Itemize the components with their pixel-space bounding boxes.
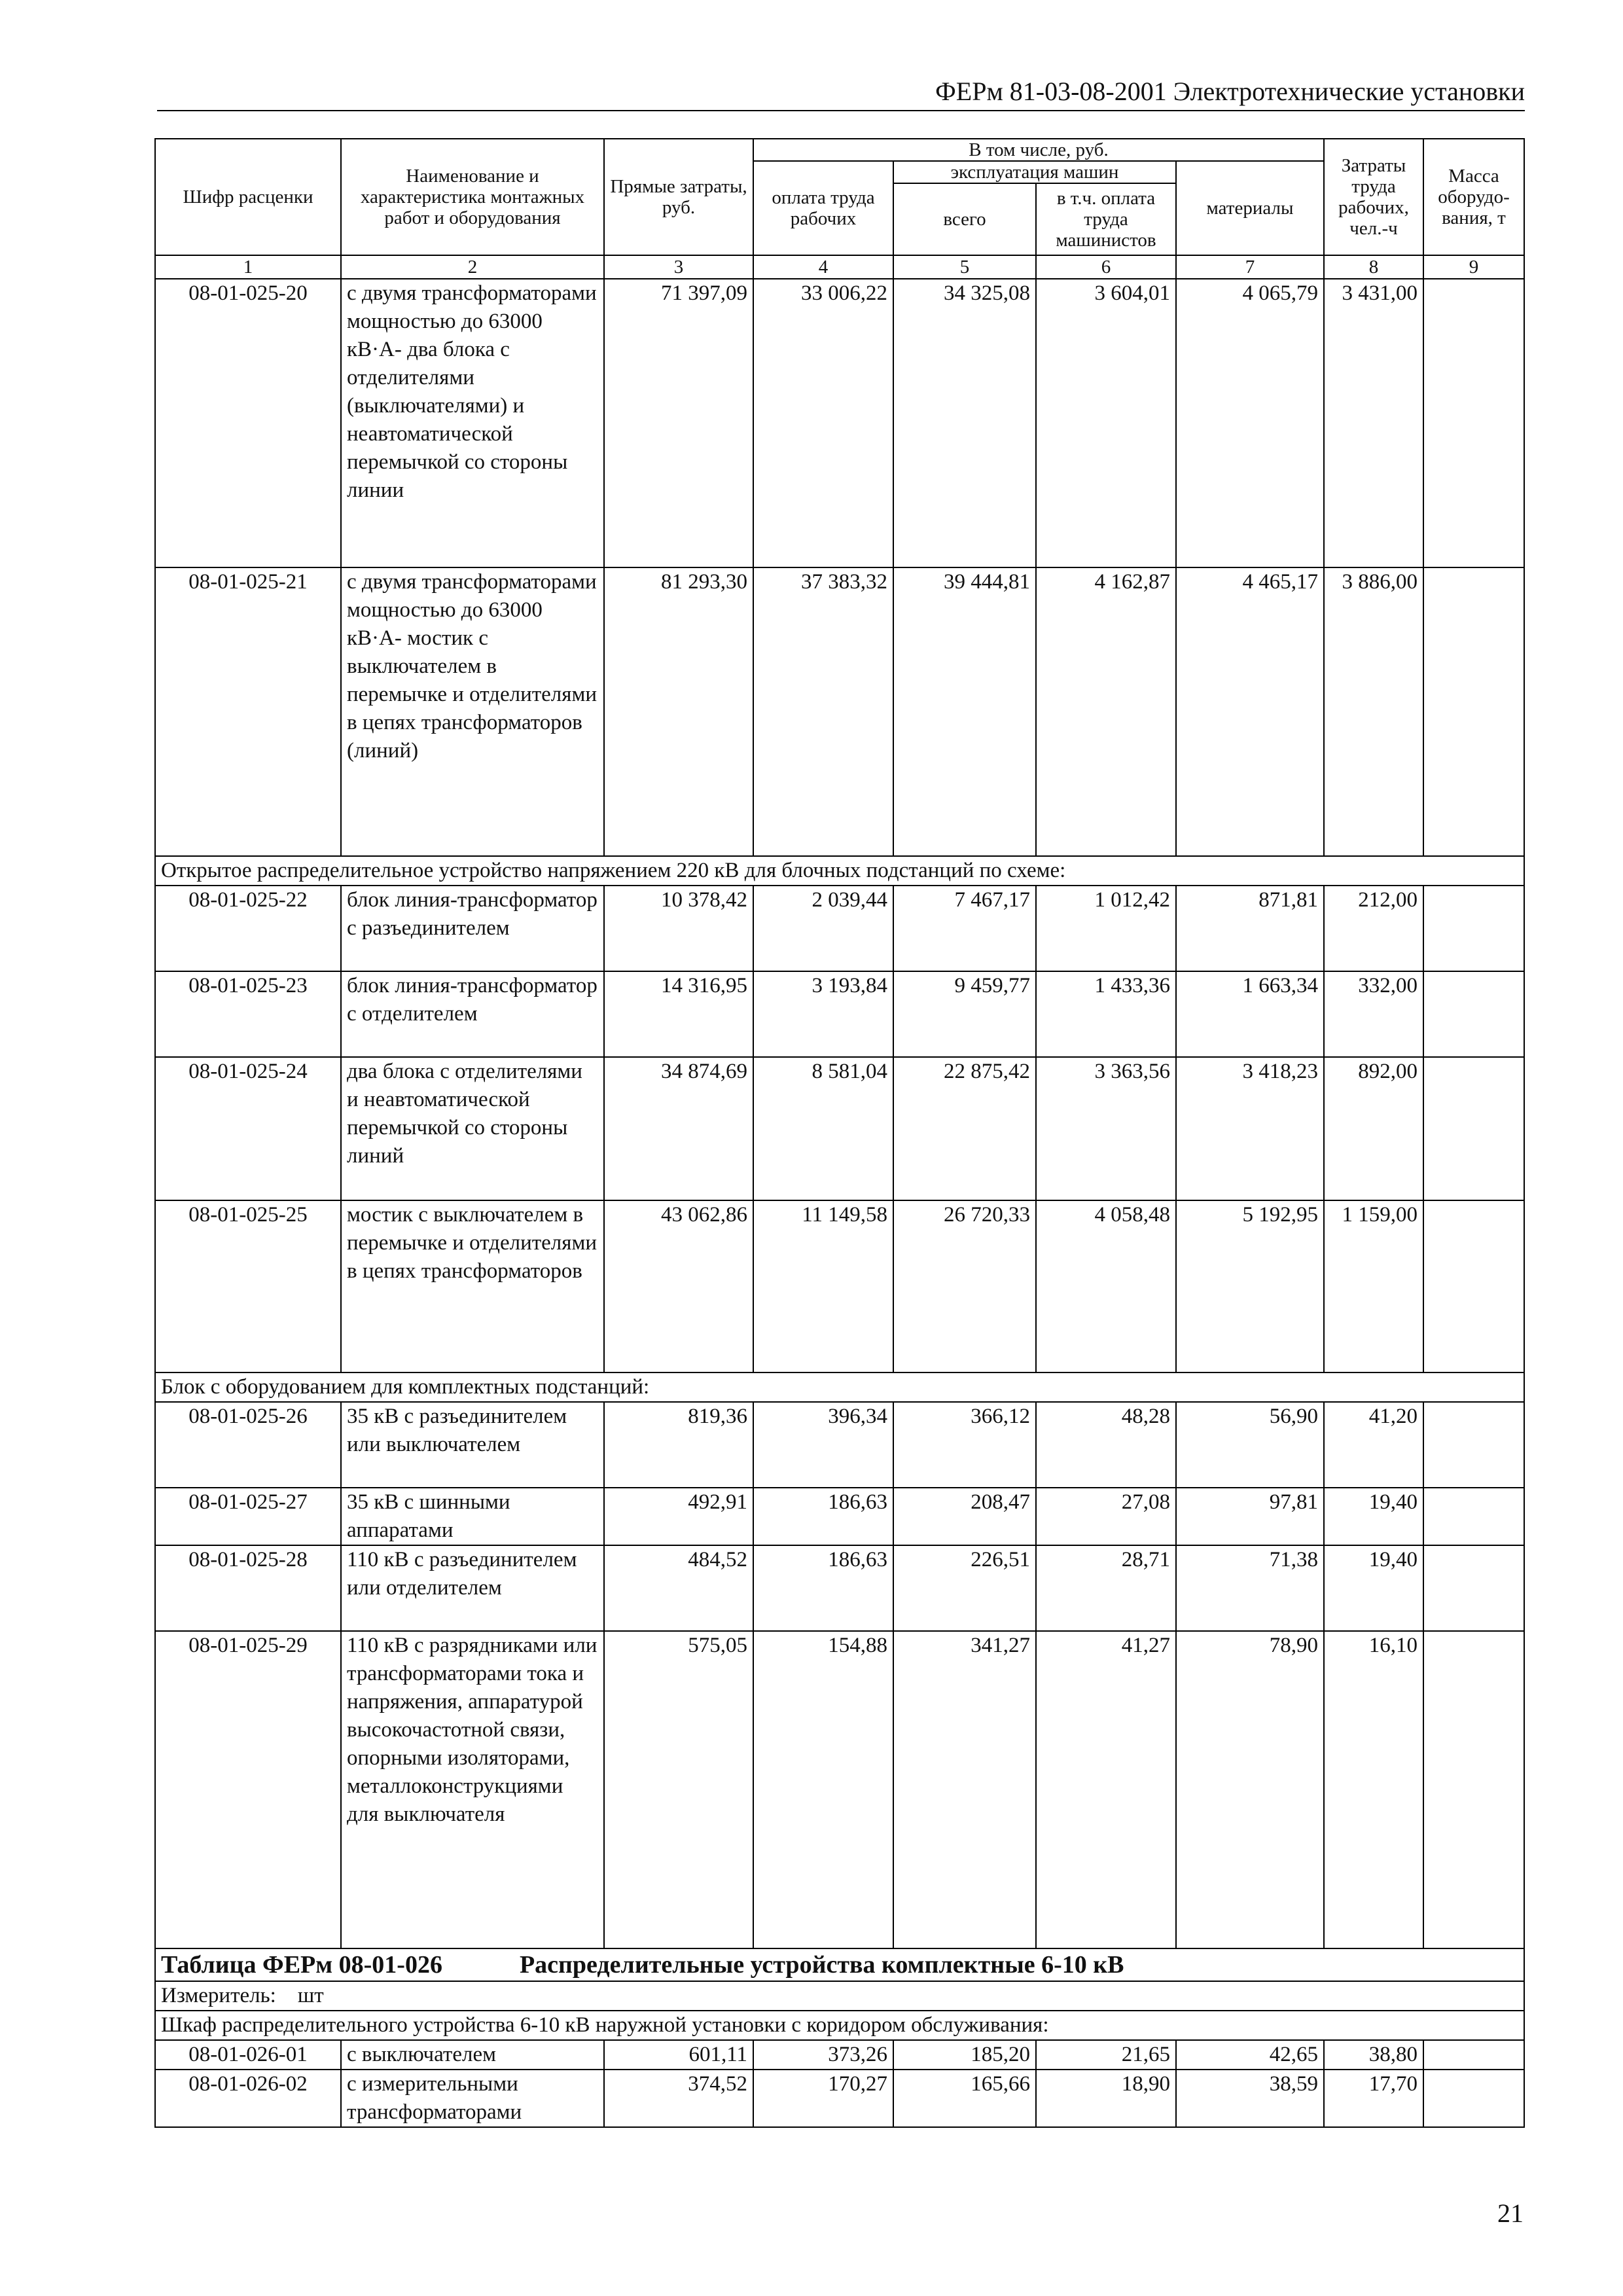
row-materials: 38,59 <box>1176 2070 1324 2127</box>
row-materials: 97,81 <box>1176 1488 1324 1545</box>
row-machinists-wages: 41,27 <box>1036 1631 1176 1948</box>
section-heading-220kv: Открытое распределительное устройство напряжением 220 кВ для блочных подстанций по схеме: <box>155 856 1524 886</box>
row-materials: 42,65 <box>1176 2040 1324 2070</box>
row-name: с двумя трансформаторами мощностью до 63000 кВ·А- мостик с выключателем в перемычке и отделителями в цепях трансформаторов (линий) <box>341 567 604 856</box>
row-materials: 78,90 <box>1176 1631 1324 1948</box>
col-machines-total-header: всего <box>893 183 1036 255</box>
row-machines-total: 366,12 <box>893 1402 1036 1488</box>
row-labor: 3 431,00 <box>1324 279 1423 567</box>
col-labor-header: Затраты труда рабочих, чел.-ч <box>1324 139 1423 255</box>
row-direct-costs: 484,52 <box>604 1545 753 1631</box>
table-row <box>155 1402 1524 1488</box>
table-row <box>155 279 1524 567</box>
row-labor: 17,70 <box>1324 2070 1423 2127</box>
table-row <box>155 1631 1524 1948</box>
row-machines-total: 26 720,33 <box>893 1200 1036 1372</box>
col-name-header: Наименование и характеристика монтажных работ и оборудования <box>341 139 604 255</box>
row-code: 08-01-025-23 <box>155 971 341 1057</box>
row-wages: 186,63 <box>753 1545 893 1631</box>
row-wages: 3 193,84 <box>753 971 893 1057</box>
row-machines-total: 226,51 <box>893 1545 1036 1631</box>
row-code: 08-01-025-20 <box>155 279 341 567</box>
row-machines-total: 185,20 <box>893 2040 1036 2070</box>
row-equipment-mass <box>1423 1200 1524 1372</box>
row-equipment-mass <box>1423 2040 1524 2070</box>
row-name: мостик с выключателем в перемычке и отделителями в цепях трансформаторов <box>341 1200 604 1372</box>
section-heading-cabinet: Шкаф распределительного устройства 6-10 кВ наружной установки с коридором обслуживания: <box>155 2011 1524 2040</box>
table-row <box>155 1200 1524 1372</box>
row-equipment-mass <box>1423 1402 1524 1488</box>
row-machinists-wages: 28,71 <box>1036 1545 1176 1631</box>
row-machines-total: 165,66 <box>893 2070 1036 2127</box>
row-wages: 11 149,58 <box>753 1200 893 1372</box>
row-wages: 2 039,44 <box>753 886 893 971</box>
row-direct-costs: 492,91 <box>604 1488 753 1545</box>
meter-unit: шт <box>297 1984 324 2007</box>
row-code: 08-01-026-01 <box>155 2040 341 2070</box>
row-labor: 19,40 <box>1324 1488 1423 1545</box>
row-machines-total: 208,47 <box>893 1488 1036 1545</box>
row-direct-costs: 575,05 <box>604 1631 753 1948</box>
meter-label: Измеритель: <box>161 1984 276 2007</box>
row-direct-costs: 819,36 <box>604 1402 753 1488</box>
table-row <box>155 2040 1524 2070</box>
row-labor: 19,40 <box>1324 1545 1423 1631</box>
row-name: 110 кВ с разрядниками или трансформаторами тока и напряжения, аппаратурой высокочастотной связи, опорными изоляторами, металлоконструкциями для выключателя <box>341 1631 604 1948</box>
row-name: 110 кВ с разъединителем или отделителем <box>341 1545 604 1631</box>
page-header <box>157 73 1525 111</box>
rows-group-b <box>155 886 1524 1372</box>
table-row <box>155 2070 1524 2127</box>
row-materials: 3 418,23 <box>1176 1057 1324 1200</box>
row-machinists-wages: 3 363,56 <box>1036 1057 1176 1200</box>
section-220-row-group <box>155 856 1524 886</box>
row-code: 08-01-025-28 <box>155 1545 341 1631</box>
row-name: с измерительными трансформаторами <box>341 2070 604 2127</box>
row-labor: 3 886,00 <box>1324 567 1423 856</box>
col-machines-header: эксплуатация машин <box>893 161 1176 183</box>
row-wages: 37 383,32 <box>753 567 893 856</box>
row-equipment-mass <box>1423 1631 1524 1948</box>
col-number: 9 <box>1423 255 1524 279</box>
row-equipment-mass <box>1423 1057 1524 1200</box>
row-direct-costs: 71 397,09 <box>604 279 753 567</box>
table-row <box>155 1057 1524 1200</box>
row-name: блок линия-трансформатор с разъединителем <box>341 886 604 971</box>
row-materials: 56,90 <box>1176 1402 1324 1488</box>
row-machinists-wages: 3 604,01 <box>1036 279 1176 567</box>
document-title: ФЕРм 81-03-08-2001 Электротехнические установки <box>935 77 1525 106</box>
col-machinists-header: в т.ч. оплата труда машинистов <box>1036 183 1176 255</box>
row-labor: 332,00 <box>1324 971 1423 1057</box>
rates-table <box>154 138 1525 2128</box>
row-equipment-mass <box>1423 971 1524 1057</box>
col-number: 1 <box>155 255 341 279</box>
row-machinists-wages: 21,65 <box>1036 2040 1176 2070</box>
rows-group-d <box>155 2040 1524 2127</box>
row-name: 35 кВ с шинными аппаратами <box>341 1488 604 1545</box>
row-wages: 170,27 <box>753 2070 893 2127</box>
row-machines-total: 9 459,77 <box>893 971 1036 1057</box>
row-code: 08-01-025-22 <box>155 886 341 971</box>
row-direct-costs: 14 316,95 <box>604 971 753 1057</box>
table-header <box>155 139 1524 279</box>
col-number: 6 <box>1036 255 1176 279</box>
column-numbers-row <box>155 255 1524 279</box>
row-machinists-wages: 48,28 <box>1036 1402 1176 1488</box>
row-direct-costs: 601,11 <box>604 2040 753 2070</box>
row-equipment-mass <box>1423 2070 1524 2127</box>
row-machinists-wages: 18,90 <box>1036 2070 1176 2127</box>
row-labor: 892,00 <box>1324 1057 1423 1200</box>
row-materials: 4 065,79 <box>1176 279 1324 567</box>
table-row <box>155 971 1524 1057</box>
row-direct-costs: 374,52 <box>604 2070 753 2127</box>
row-equipment-mass <box>1423 1545 1524 1631</box>
row-code: 08-01-026-02 <box>155 2070 341 2127</box>
row-materials: 871,81 <box>1176 886 1324 971</box>
table-026-title: Распределительные устройства комплектные 6-10 кВ <box>519 1951 1124 1979</box>
col-number: 2 <box>341 255 604 279</box>
row-machines-total: 341,27 <box>893 1631 1036 1948</box>
col-number: 8 <box>1324 255 1423 279</box>
row-labor: 41,20 <box>1324 1402 1423 1488</box>
table-row <box>155 1545 1524 1631</box>
row-machines-total: 7 467,17 <box>893 886 1036 971</box>
row-name: два блока с отделителями и неавтоматической перемычкой со стороны линий <box>341 1057 604 1200</box>
col-number: 5 <box>893 255 1036 279</box>
col-number: 7 <box>1176 255 1324 279</box>
row-code: 08-01-025-26 <box>155 1402 341 1488</box>
row-direct-costs: 34 874,69 <box>604 1057 753 1200</box>
meter-row <box>155 1981 1524 2011</box>
table-026-heading-group <box>155 1948 1524 2040</box>
table-row <box>155 567 1524 856</box>
row-code: 08-01-025-21 <box>155 567 341 856</box>
col-incl-header: В том числе, руб. <box>753 139 1324 161</box>
table-row <box>155 886 1524 971</box>
row-labor: 1 159,00 <box>1324 1200 1423 1372</box>
row-materials: 4 465,17 <box>1176 567 1324 856</box>
row-machines-total: 39 444,81 <box>893 567 1036 856</box>
row-code: 08-01-025-24 <box>155 1057 341 1200</box>
row-machinists-wages: 4 058,48 <box>1036 1200 1176 1372</box>
row-direct-costs: 43 062,86 <box>604 1200 753 1372</box>
col-code-header: Шифр расценки <box>155 139 341 255</box>
row-direct-costs: 81 293,30 <box>604 567 753 856</box>
rows-group-c <box>155 1402 1524 1948</box>
row-direct-costs: 10 378,42 <box>604 886 753 971</box>
row-materials: 71,38 <box>1176 1545 1324 1631</box>
row-machinists-wages: 1 012,42 <box>1036 886 1176 971</box>
row-machinists-wages: 4 162,87 <box>1036 567 1176 856</box>
rows-group-a <box>155 279 1524 856</box>
table-026-label: Таблица ФЕРм 08-01-026 <box>161 1951 442 1979</box>
col-wages-header: оплата труда рабочих <box>753 161 893 255</box>
row-equipment-mass <box>1423 1488 1524 1545</box>
col-direct-header: Прямые затраты, руб. <box>604 139 753 255</box>
row-wages: 186,63 <box>753 1488 893 1545</box>
col-materials-header: материалы <box>1176 161 1324 255</box>
row-wages: 373,26 <box>753 2040 893 2070</box>
row-code: 08-01-025-25 <box>155 1200 341 1372</box>
row-labor: 212,00 <box>1324 886 1423 971</box>
col-number: 4 <box>753 255 893 279</box>
section-heading-block: Блок с оборудованием для комплектных подстанций: <box>155 1372 1524 1402</box>
col-mass-header: Масса оборудо-вания, т <box>1423 139 1524 255</box>
row-wages: 33 006,22 <box>753 279 893 567</box>
section-block-row-group <box>155 1372 1524 1402</box>
table-026-title-row <box>155 1948 1524 1981</box>
row-name: блок линия-трансформатор с отделителем <box>341 971 604 1057</box>
row-machinists-wages: 1 433,36 <box>1036 971 1176 1057</box>
row-code: 08-01-025-29 <box>155 1631 341 1948</box>
page-number: 21 <box>1497 2198 1524 2228</box>
row-materials: 5 192,95 <box>1176 1200 1324 1372</box>
row-equipment-mass <box>1423 567 1524 856</box>
row-wages: 396,34 <box>753 1402 893 1488</box>
row-equipment-mass <box>1423 886 1524 971</box>
row-name: с выключателем <box>341 2040 604 2070</box>
row-machines-total: 22 875,42 <box>893 1057 1036 1200</box>
row-wages: 154,88 <box>753 1631 893 1948</box>
row-materials: 1 663,34 <box>1176 971 1324 1057</box>
row-name: 35 кВ с разъединителем или выключателем <box>341 1402 604 1488</box>
row-wages: 8 581,04 <box>753 1057 893 1200</box>
row-labor: 38,80 <box>1324 2040 1423 2070</box>
row-equipment-mass <box>1423 279 1524 567</box>
table-row <box>155 1488 1524 1545</box>
col-number: 3 <box>604 255 753 279</box>
row-machinists-wages: 27,08 <box>1036 1488 1176 1545</box>
row-name: с двумя трансформаторами мощностью до 63000 кВ·А- два блока с отделителями (выключателями) и неавтоматической перемычкой со стороны линии <box>341 279 604 567</box>
row-machines-total: 34 325,08 <box>893 279 1036 567</box>
row-code: 08-01-025-27 <box>155 1488 341 1545</box>
row-labor: 16,10 <box>1324 1631 1423 1948</box>
